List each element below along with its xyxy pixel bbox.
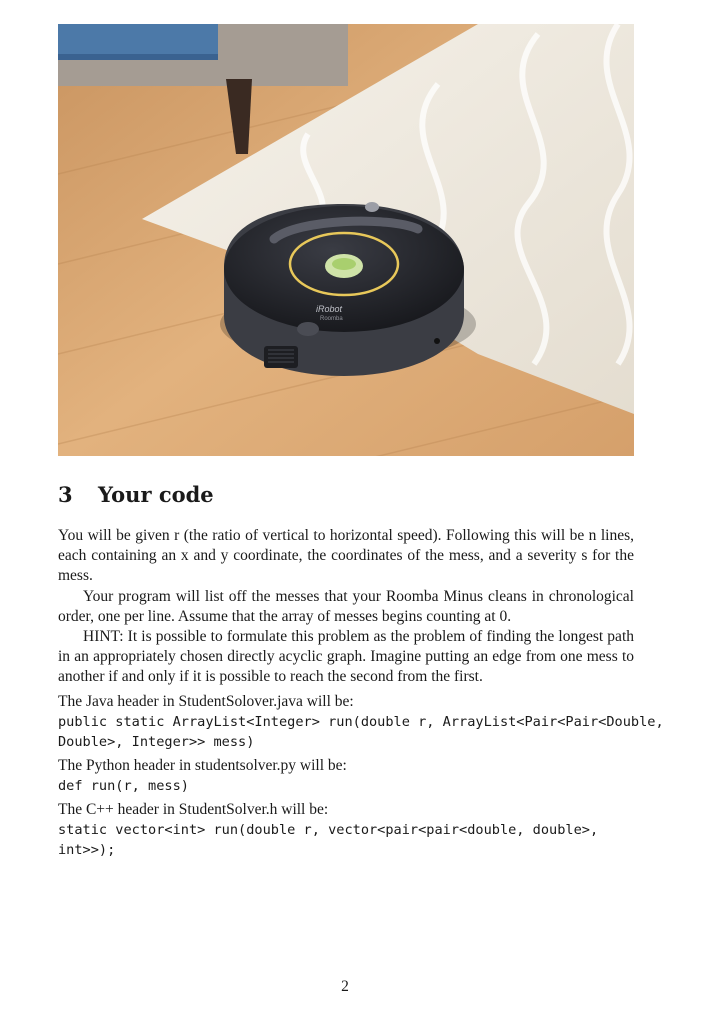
python-header-label: The Python header in studentsolver.py will be: bbox=[58, 756, 347, 774]
cpp-header-code: static vector<int> run(double r, vector<pair<pair<double, double>, int>>); bbox=[58, 822, 599, 859]
section-number: 3 bbox=[58, 482, 73, 507]
paragraph-input-description: You will be given r (the ratio of vertical to horizontal speed). Following this will be n lines, each containing an x and y coordinate, the coordinates of the mess, and a severity s for the mess. bbox=[58, 527, 634, 585]
paragraph-output-description: Your program will list off the messes that your Roomba Minus cleans in chronological order, one per line. Assume that the array of messes begins counting at 0. bbox=[58, 587, 634, 625]
roomba-photo-icon bbox=[58, 24, 634, 456]
brand-text: iRobot bbox=[316, 304, 343, 314]
cpp-header-label: The C++ header in StudentSolver.h will be: bbox=[58, 801, 329, 819]
python-header-code: def run(r, mess) bbox=[58, 778, 189, 795]
roomba-photo bbox=[58, 24, 634, 456]
java-header-label: The Java header in StudentSolover.java will be: bbox=[58, 692, 354, 710]
roomba-robot bbox=[224, 202, 464, 376]
section-title: Your code bbox=[98, 482, 214, 507]
java-header-code: public static ArrayList<Integer> run(double r, ArrayList<Pair<Pair<Double, Double>, Integer>> mess) bbox=[58, 713, 664, 750]
section-body bbox=[58, 526, 664, 860]
model-text: Roomba bbox=[320, 316, 343, 322]
section-heading bbox=[58, 482, 214, 507]
paragraph-hint: HINT: It is possible to formulate this problem as the problem of finding the longest path in an appropriately chosen directly acyclic graph. Imagine putting an edge from one mess to another if and only if it is possible to reach the second from the first. bbox=[58, 628, 634, 686]
page-number: 2 bbox=[341, 978, 349, 995]
